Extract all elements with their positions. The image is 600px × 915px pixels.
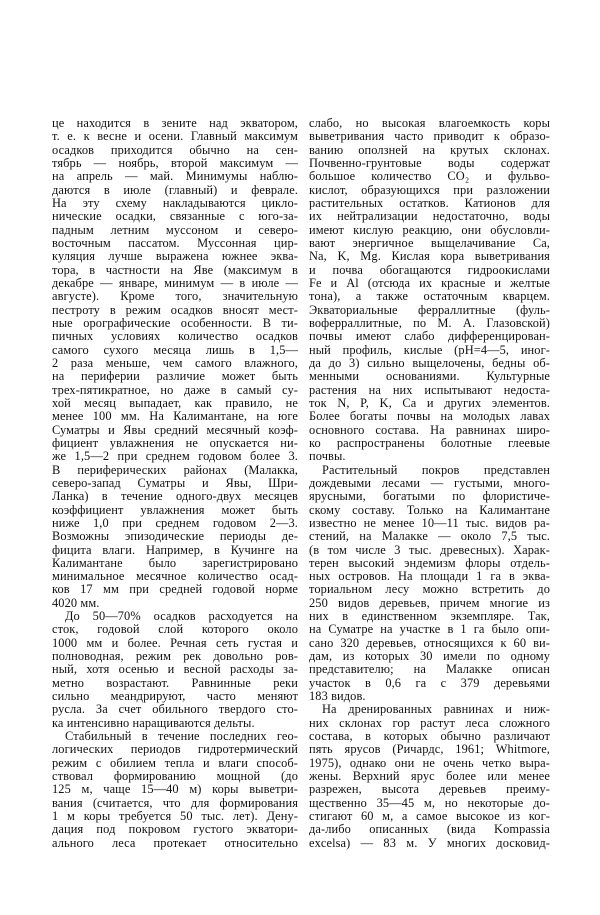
text-line: ствовал формированию мощной (до: [52, 769, 298, 784]
text-line: ков 17 мм при средней годовой норме: [52, 582, 298, 597]
text-line: т. е. к весне и осени. Главный максимум: [52, 129, 298, 144]
text-line: Ланка) в течение одного-двух месяцев: [52, 489, 298, 504]
text-line: Почвенно-грунтовые воды содержат: [309, 155, 550, 170]
text-line: вают энергичное выщелачивание Ca,: [309, 235, 550, 250]
text-line: Экваториальные ферраллитные (фуль-: [309, 302, 550, 317]
text-line: растения на них испытывают недоста-: [309, 382, 550, 397]
text-line: метно возрастают. Равнинные реки: [52, 675, 298, 690]
text-line: фициент увлажнения не опускается ни-: [52, 435, 298, 450]
text-line: пять ярусов (Ричардс, 1961; Whitmore,: [309, 742, 550, 757]
text-line: выветривания часто приводит к образо-: [309, 129, 550, 144]
text-line: их нейтрализации недостаточно, воды: [309, 209, 550, 224]
text-line: них в единственном экземпляре. Так,: [309, 609, 550, 624]
text-line: терен высокий эндемизм флоры отдель-: [309, 555, 550, 570]
text-line: 250 видов деревьев, причем многие из: [309, 595, 550, 610]
text-line: на Суматре на участке в 1 га было опи-: [309, 622, 550, 637]
text-line: августе). Кроме того, значительную: [52, 289, 298, 304]
text-line: и почва обогащаются гидроокислами: [309, 262, 550, 277]
text-line: почвы имеют слабо дифференцирован-: [309, 329, 550, 344]
text-line: 1975), однако они не очень четко выра-: [309, 755, 550, 770]
text-line: менными основаниями. Культурные: [309, 369, 550, 384]
text-line: це находится в зените над экватором,: [52, 116, 298, 130]
text-line: ный профиль, кислые (pH=4—5, иног-: [309, 342, 550, 357]
text-line: менее 100 мм. На Калимантане, на юге: [52, 409, 298, 424]
text-line: слабо, но высокая влагоемкость коры: [309, 116, 550, 130]
text-line: ные орографические особенности. В ти-: [52, 315, 298, 330]
text-line: тябрь — ноябрь, второй максимум —: [52, 155, 298, 170]
text-line: самого сухого месяца лишь в 1,5—: [52, 342, 298, 357]
text-line: растительных остатков. Катионов для: [309, 195, 550, 210]
text-line: дация под покровом густого экватори-: [52, 822, 298, 837]
text-line: Калимантане было зарегистрировано: [52, 555, 298, 570]
text-line: фицита влаги. Например, в Кучинге на: [52, 542, 298, 557]
text-line: 1 м коры требуется 50 тыс. лет). Дену-: [52, 809, 298, 824]
text-line: Более богаты почвы на молодых лавах: [309, 409, 550, 424]
text-line: коэффициент увлажнения может быть: [52, 502, 298, 517]
text-line: ный, хотя осенью и весной расходы за-: [52, 662, 298, 677]
text-line: ко распространены болотные глеевые: [309, 435, 550, 450]
text-line: ка интенсивно наращиваются дельты.: [52, 715, 255, 730]
text-line: воферраллитные, по М. А. Глазовской): [309, 315, 550, 330]
text-line: них склонах гор растут леса сложного: [309, 715, 550, 730]
text-line: Na, K, Mg. Кислая кора выветривания: [309, 249, 550, 264]
text-line: известно не менее 10—11 тыс. видов ра-: [309, 515, 550, 530]
text-line: Fe и Al (отсюда их красные и желтые: [309, 275, 550, 290]
text-line: жены. Верхний ярус более или менее: [309, 769, 550, 784]
text-line: Стабильный в течение последних гео-: [65, 729, 298, 744]
text-line: дождевыми лесами — густыми, много-: [309, 475, 550, 490]
text-line: да-либо описанных (вида Kompassia: [309, 822, 550, 837]
text-line: На эту схему накладываются цикло-: [52, 195, 298, 210]
text-line: 1000 мм и более. Речная сеть густая и: [52, 635, 298, 650]
text-line: минимальное месячное количество осад-: [52, 569, 298, 584]
text-column-left: [52, 117, 298, 850]
text-line: Возможны эпизодические периоды де-: [52, 529, 298, 544]
text-line: тора, в частности на Яве (максимум в: [52, 262, 298, 277]
text-line: вания (считается, что для формирования: [52, 795, 298, 810]
text-line: 2 раза меньше, чем самого влажного,: [52, 355, 298, 370]
text-line: ярусными, богатыми по флористиче-: [309, 489, 550, 504]
text-line: декабре — январе, минимум — в июле —: [52, 275, 298, 290]
text-line: на апрель — май. Минимумы наблю-: [52, 169, 298, 184]
text-column-right: [309, 117, 550, 850]
text-line: excelsa) — 83 м. У многих досковид-: [309, 835, 550, 850]
text-line: сано 320 деревьев, относящихся к 60 ви-: [309, 635, 550, 650]
text-line: же 1,5—2 при среднем годовом более 3.: [52, 449, 298, 464]
text-line: ных островов. На площади 1 га в эква-: [309, 569, 550, 584]
text-line: хой месяц выпадает, как правило, не: [52, 395, 298, 410]
text-line: дам, из которых 30 имели по одному: [309, 649, 550, 664]
text-line: 4020 мм.: [52, 595, 100, 610]
text-line: состава, в которых обычно различают: [309, 729, 550, 744]
text-line: основного состава. На равнинах широ-: [309, 422, 550, 437]
text-line: 125 м, чаще 15—40 м) коры выветри-: [52, 782, 298, 797]
text-line: участок в 0,6 га с 379 деревьями: [309, 675, 550, 690]
text-line: имеют кислую реакцию, они обусловли-: [309, 222, 550, 237]
text-line: сток, годовой слой которого около: [52, 622, 298, 637]
text-line: почвы.: [309, 449, 346, 464]
text-line: трех-пятикратное, но даже в самый су-: [52, 382, 298, 397]
text-line: (в том числе 3 тыс. древесных). Харак-: [309, 542, 550, 557]
text-line: ториальном лесу можно встретить до: [309, 582, 550, 597]
text-line: кислот, образующихся при разложении: [309, 182, 550, 197]
text-line: режим с обилием тепла и влаги способ-: [52, 755, 298, 770]
text-line: восточным пассатом. Муссонная цир-: [52, 235, 298, 250]
text-line: скому составу. Только на Калимантане: [309, 502, 550, 517]
text-line: даются в июле (главный) и феврале.: [52, 182, 298, 197]
text-line: большое количество CO₂ и фульво-: [309, 169, 550, 184]
text-line: полноводная, режим рек довольно ров-: [52, 649, 298, 664]
text-line: пичных условиях количество осадков: [52, 329, 298, 344]
text-line: ниже 1,0 при среднем годовом 2—3.: [52, 515, 298, 530]
text-line: на периферии различие может быть: [52, 369, 298, 384]
text-line: куляция лучше выражена южнее эква-: [52, 249, 298, 264]
text-line: Растительный покров представлен: [322, 462, 550, 477]
text-line: Суматры и Явы средний месячный коэф-: [52, 422, 298, 437]
text-line: стигают 60 м, а самое высокое из ког-: [309, 809, 550, 824]
text-line: стений, на Малакке — около 7,5 тыс.: [309, 529, 550, 544]
text-line: осадков приходится обычно на сен-: [52, 142, 298, 157]
text-line: сильно меандрируют, часто меняют: [52, 689, 298, 704]
text-line: падным летним муссоном и северо-: [52, 222, 298, 237]
text-line: тона), а также остаточным кварцем.: [309, 289, 550, 304]
text-line: До 50—70% осадков расходуется на: [65, 609, 298, 624]
text-line: северо-запад Суматры и Явы, Шри-: [52, 475, 298, 490]
text-line: логических периодов гидротермический: [52, 742, 298, 757]
text-line: На дренированных равнинах и ниж-: [322, 702, 550, 717]
text-line: ального леса протекает относительно: [52, 835, 298, 850]
text-line: щественно 35—45 м, но некоторые до-: [309, 795, 550, 810]
text-line: разрежен, высота деревьев преиму-: [309, 782, 550, 797]
text-line: ванию оползней на крутых склонах.: [309, 142, 550, 157]
text-line: русла. За счет обильного твердого сто-: [52, 702, 298, 717]
text-line: да до 3) сильно выщелочены, бедны об-: [309, 355, 550, 370]
text-line: пестроту в режим осадков вносят мест-: [52, 302, 298, 317]
text-line: 183 видов.: [309, 689, 366, 704]
text-line: нические осадки, связанные с юго-за-: [52, 209, 298, 224]
text-line: ток N, P, K, Ca и других элементов.: [309, 395, 550, 410]
text-line: представителю; на Малакке описан: [309, 662, 550, 677]
text-line: В периферических районах (Малакка,: [52, 462, 298, 477]
